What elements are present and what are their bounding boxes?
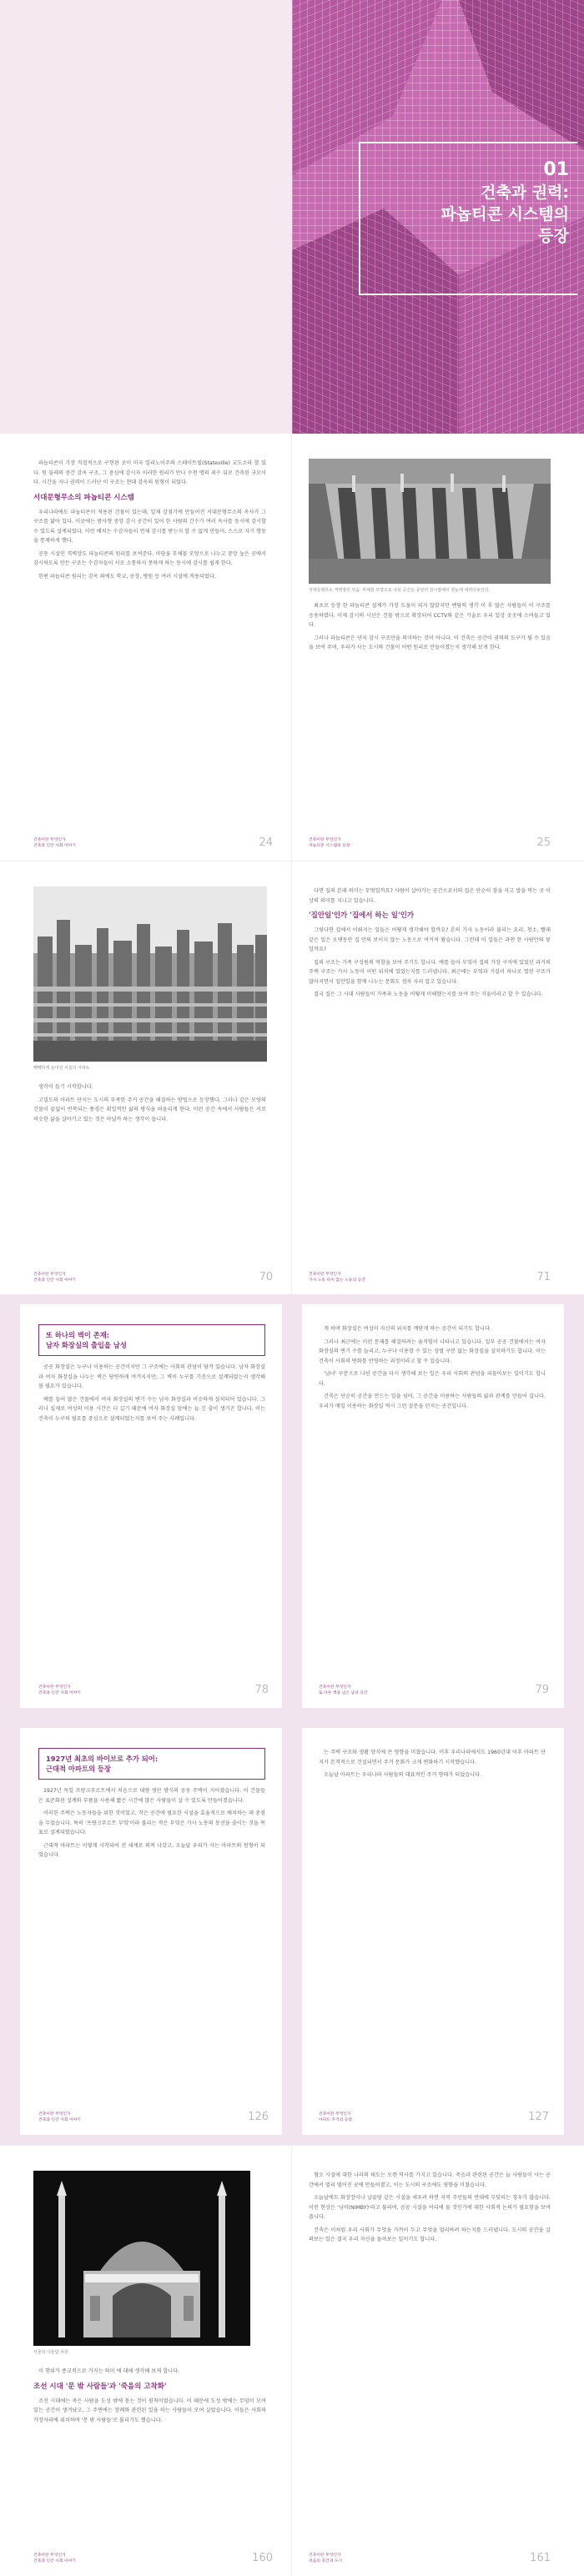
page-number: 127	[528, 2111, 549, 2123]
page-127	[292, 1718, 584, 2145]
chapter-title-line1: 건축과 권력:	[481, 183, 569, 202]
footer-line: 건축과 인간 사회 이야기	[33, 844, 76, 848]
running-footer	[319, 2112, 352, 2123]
opener-right-page	[292, 0, 584, 434]
paragraph: 우리나라에도 파놉티콘이 적용된 건물이 있는데, 일제 강점기에 만들어진 서대문형무소의 옥사가 그 구조를 닮아 있다. 이곳에는 방사형 중앙 감시 공간이 있어 한 사람의 간수가 여러 옥사를 동시에 감시할 수 있도록 설계되었다. 이런 배치는 수감자들이 언제 감시를 받는지 알 수 없게 만들어, 스스로 자기 행동을 통제하게 했다.	[33, 509, 266, 544]
running-footer	[33, 2553, 76, 2564]
paragraph: 그러나 파놉티콘은 단지 감시 구조만을 의미하는 것이 아니다. 이 건축은 공간이 권력의 도구가 될 수 있음을 보여 주며, 우리가 사는 도시와 건물이 어떤 원리로 만들어졌는지 생각해 보게 한다.	[309, 635, 551, 650]
paragraph: 조선 시대에는 죽은 사람을 도성 밖에 묻는 것이 원칙이었습니다. 이 때문에 도성 밖에는 무덤이 모여 있는 공간이 생겨났고, 그 주변에는 장례와 관련된 일을 하는 사람들이 모여 살았습니다. 이들은 사회의 가장자리에 위치하며 '문 밖 사람들'로 불리기도 했습니다.	[33, 2398, 266, 2423]
apartment-photo	[33, 886, 267, 1062]
page-number: 70	[259, 1271, 273, 1283]
running-footer	[33, 1272, 76, 1283]
mosque-photo	[33, 2171, 250, 2346]
spread-126-127	[0, 1718, 584, 2145]
section-box	[38, 1324, 265, 1356]
footer-line: 건축이란 무엇인가	[309, 1273, 341, 1277]
paragraph: 게 하며 화장실은 여성이 자신의 위치를 깨닫게 하는 공간이 되기도 합니다.	[324, 1326, 491, 1332]
paragraph: '남녀' 구분으로 나뉜 공간을 다시 생각해 보는 일은 우리 사회의 관념을 되돌아보는 일이기도 합니다.	[319, 1371, 546, 1387]
page-25	[292, 434, 584, 861]
running-footer	[309, 837, 350, 849]
footer-line: 건축이란 무엇인가	[319, 1685, 351, 1690]
running-footer	[319, 1685, 368, 1696]
footer-line: 아파트 주거의 등장	[319, 2118, 353, 2122]
footer-line: 또 다른 벽을 넘은 남녀 공간	[319, 1691, 368, 1695]
footer-line: 건축이란 무엇인가	[33, 838, 66, 842]
page-number: 78	[254, 1684, 269, 1696]
paragraph: 근대적 아파트는 이렇게 시작되어 전 세계로 퍼져 나갔고, 오늘날 우리가 사는 아파트의 원형이 되었습니다.	[38, 1842, 265, 1858]
paragraph: 생각이 들기 시작합니다.	[38, 1084, 93, 1090]
page-number: 79	[535, 1684, 549, 1696]
spread-70-71	[0, 861, 584, 1295]
page-number: 24	[259, 836, 273, 849]
photo-caption: 서울의 이슬람 사원	[33, 2350, 68, 2355]
page-number: 25	[536, 836, 551, 849]
page-number: 126	[248, 2111, 269, 2123]
paragraph: 다면 집의 본래 의미는 무엇일까요? 사람이 살아가는 공간으로서의 집은 단순히 잠을 자고 밥을 먹는 곳 이상의 의미를 지니고 있습니다.	[309, 888, 551, 904]
spread-160-161	[0, 2145, 584, 2576]
paragraph: 오늘날 아파트는 우리나라 사람들의 대표적인 주거 형태가 되었습니다.	[324, 1772, 482, 1778]
running-footer	[38, 2112, 81, 2123]
opener-left-page	[0, 0, 292, 434]
footer-line: 건축과 인간 사회 이야기	[38, 1691, 81, 1695]
running-footer	[38, 1685, 81, 1696]
page-24	[0, 434, 292, 861]
paragraph: 이 행위가 종교적으로 가지는 의미 에 대해 생각해 보게 합니다.	[38, 2368, 180, 2374]
chapter-opener-spread	[0, 0, 584, 434]
section-heading: 조선 시대 '문 밖 사람들'과 '죽음의 고착화'	[33, 2382, 167, 2391]
paragraph: 그러나 최근에는 이런 문제를 해결하려는 움직임이 나타나고 있습니다. 일부 공공 건물에서는 여자 화장실의 변기 수를 늘리고, 누구나 이용할 수 있는 성별 구분 없는 화장실을 설치하기도 합니다. 이는 건축이 사회의 변화를 반영하는 과정이라고 할 수 있습니다.	[319, 1338, 546, 1364]
footer-line: 건축이란 무엇인가	[38, 1685, 71, 1690]
section-box	[38, 1748, 265, 1780]
page-79	[292, 1294, 584, 1718]
footer-line: 건축이란 무엇인가	[309, 838, 341, 842]
paragraph: 건축은 단순히 공간을 만드는 일을 넘어, 그 공간을 이용하는 사람들의 삶과 관계를 만들어 갑니다. 우리가 매일 이용하는 화장실 역시 그런 질문을 던지는 공간입니다.	[319, 1393, 546, 1409]
footer-line: 건축과 인간 사회 이야기	[38, 2118, 81, 2122]
footer-line: 건축이란 무엇인가	[319, 2112, 351, 2117]
footer-line: 가사 노동 하지 않는 노동의 공간	[309, 1278, 365, 1283]
paragraph: 공동 시설인 격벽장도 파놉티콘의 원리를 보여준다. 마당을 부채꼴 모양으로 나누고 중앙 높은 곳에서 감시하도록 만든 구조는 수감자들이 서로 소통하지 못하게 하는 동시에 감시를 쉽게 한다.	[33, 550, 266, 566]
page-number: 71	[536, 1271, 551, 1283]
running-footer	[309, 2553, 342, 2564]
footer-line: 죽음의 공간과 도시	[309, 2559, 343, 2563]
footer-line: 건축이란 무엇인가	[38, 2112, 71, 2117]
prison-photo	[309, 459, 551, 584]
paragraph: 한편 파놉티콘 원리는 감옥 외에도 학교, 공장, 병원 등 여러 시설에 적용되었다.	[38, 573, 216, 580]
running-footer	[309, 1272, 365, 1283]
spread-78-79	[0, 1294, 584, 1718]
footer-line: 건축이란 무엇인가	[33, 2553, 66, 2558]
spread-24-25	[0, 434, 584, 861]
section-box-line: 근대적 아파트의 등장	[46, 1765, 111, 1773]
photo-caption: 빽빽하게 늘어선 서울의 아파트	[33, 1066, 90, 1071]
page-126	[0, 1718, 292, 2145]
section-heading: 서대문형무소의 파놉티콘 시스템	[33, 493, 134, 502]
chapter-number: 01	[543, 159, 569, 180]
page-71	[292, 861, 584, 1295]
chapter-title-line2: 파놉티콘 시스템의	[441, 205, 569, 223]
paragraph: 고밀도의 아파트 단지는 도시의 부족한 주거 공간을 해결하는 방법으로 등장했다. 그러나 같은 모양의 건물이 끝없이 반복되는 풍경은 획일적인 삶의 방식을 떠올리게 한다. 이런 공간 속에서 사람들은 서로 비슷한 삶을 살아가고 있는 것은 아닐까 하는 생각이 듭니다.	[33, 1097, 266, 1122]
page-161	[292, 2146, 584, 2576]
photo-caption: 서대문형무소 격벽장의 모습. 부채꼴 모양으로 나뉜 공간은 중앙의 감시탑에서 한눈에 내려다보인다.	[309, 588, 491, 593]
paragraph: 이러한 주택은 노동자들을 위한 것이었고, 작은 공간에 필요한 시설을 효율적으로 배치하는 데 중점을 두었습니다. 특히 '프랑크푸르트 부엌'이라 불리는 작은 부엌은 가사 노동의 동선을 줄이는 것을 목표로 설계되었습니다.	[38, 1810, 265, 1835]
chapter-title-block	[441, 158, 569, 247]
footer-line: 건축과 인간 사회 이야기	[33, 2559, 76, 2563]
section-box-line: 남자 화장실의 출입을 남성	[46, 1341, 127, 1349]
page-78	[0, 1294, 292, 1718]
paragraph: 최초로 등장 한 파놉티콘 설계가 가장 도움이 되지 않았지만 벤담의 생각 이 후 많은 사람들이 이 구조를 응용하였다. 이제 감시의 시선은 건물 밖으로 확장되어 CCTV와 같은 기술로 우리 일상 곳곳에 스며들고 있다.	[309, 603, 551, 628]
page-160	[0, 2146, 292, 2576]
section-box-line: 또 하나의 벽이 존재:	[46, 1331, 110, 1339]
paragraph: 는 주택 구조와 생활 양식에 큰 영향을 미쳤습니다. 이후 우리나라에서도 1960년대 이후 아파트 단지가 본격적으로 건설되면서 주거 문화가 크게 변화하기 시작했습니다.	[319, 1750, 546, 1765]
footer-line: 건축이란 무엇인가	[309, 2553, 341, 2558]
paragraph: 1927년 독일 프랑크푸르트에서 처음으로 대량 생산 방식의 공동 주택이 지어졌습니다. 이 건물들은 표준화된 설계와 부품을 사용해 짧은 시간에 많은 사람들이 살 수 있도록 만들어졌습니다.	[38, 1788, 265, 1804]
footer-line: 파놉티콘 시스템의 등장	[309, 844, 350, 848]
paragraph: 공공 화장실은 누구나 이용하는 공간이지만 그 구조에는 사회의 관념이 담겨 있습니다. 남자 화장실과 여자 화장실을 나누는 벽은 당연하게 여겨지지만, 그 벽이 누구를 기준으로 설계되었는지 생각해 볼 필요가 있습니다.	[38, 1364, 265, 1389]
paragraph: 그렇다면 집에서 이뤄지는 일들은 어떻게 생각해야 할까요? 흔히 가사 노동이라 불리는 요리, 청소, 빨래 같은 일은 오랫동안 집 안의 보이지 않는 노동으로 여겨져 왔습니다. 그런데 이 일들은 과연 한 사람만의 몫일까요?	[309, 927, 551, 952]
section-heading: '집안일'인가 '집에서 하는 일'인가	[309, 911, 415, 920]
paragraph: 혐오 시설에 대한 나라의 태도는 오랜 역사를 가지고 있습니다. 죽음과 관련된 공간은 늘 사람들이 사는 공간에서 멀리 떨어진 곳에 만들어졌고, 이는 도시의 구조에도 영향을 미쳤습니다.	[309, 2172, 551, 2188]
footer-line: 건축과 인간 사회 이야기	[33, 1278, 76, 1283]
paragraph: 집의 구조는 가족 구성원의 역할을 보여 주기도 합니다. 예를 들어 부엌이 집의 가장 구석에 있었던 과거의 주택 구조는 가사 노동이 어떤 위치에 있었는지를 드러냅니다. 최근에는 부엌과 거실이 하나로 열린 구조가 많아지면서 집안일을 함께 나누는 문화도 점차 자리 잡고 있습니다.	[309, 959, 551, 985]
page-70	[0, 861, 292, 1295]
paragraph: 파놉티콘이 가장 직접적으로 구현된 곳이 미국 일리노이주의 스테이트빌(Stateville) 교도소라 할 있다. 원 둘레의 중간 감옥 구조, 그 중심에 감시자 이러한 원리가 만나 수천 명의 죄수 뒤로 건축된 규모이다. 시간을 지나 권력이 드러난 이 구조는 현대 감옥의 원형이 되었다.	[33, 460, 266, 485]
paragraph: 결국 집은 그 시대 사람들이 가족과 노동을 어떻게 이해했는지를 보여 주는 거울이라고 할 수 있습니다.	[314, 992, 543, 997]
page-number: 160	[252, 2552, 273, 2564]
paragraph: 오늘날에도 화장장이나 납골당 같은 시설을 세우려 하면 지역 주민들의 반대에 부딪히는 경우가 많습니다. 이런 현상은 '님비(NIMBY)'라고 불리며, 공공 시설을 어디에 둘 것인가에 대한 사회적 논의가 필요함을 보여 줍니다.	[309, 2195, 551, 2220]
footer-line: 건축이란 무엇인가	[33, 1273, 66, 1277]
paragraph: 건축은 이처럼 우리 사회가 무엇을 가까이 두고 무엇을 멀리하려 하는지를 드러냅니다. 도시의 공간을 살펴보는 일은 결국 우리 자신을 돌아보는 일이기도 합니다.	[309, 2227, 551, 2242]
section-box-line: 1927년 최초의 바이브로 추가 되어:	[46, 1755, 159, 1763]
page-number: 161	[530, 2552, 551, 2564]
chapter-title-line3: 등장	[538, 227, 569, 245]
running-footer	[33, 837, 76, 849]
paragraph: 예를 들어 많은 건물에서 여자 화장실의 변기 수는 남자 화장실과 비슷하게 설치되어 있습니다. 그러나 실제로 여성의 이용 시간은 더 길기 때문에 여자 화장실 앞에는 늘 긴 줄이 생기곤 합니다. 이는 건축이 누구의 필요를 중심으로 설계되었는지를 보여 주는 사례입니다.	[38, 1396, 265, 1422]
